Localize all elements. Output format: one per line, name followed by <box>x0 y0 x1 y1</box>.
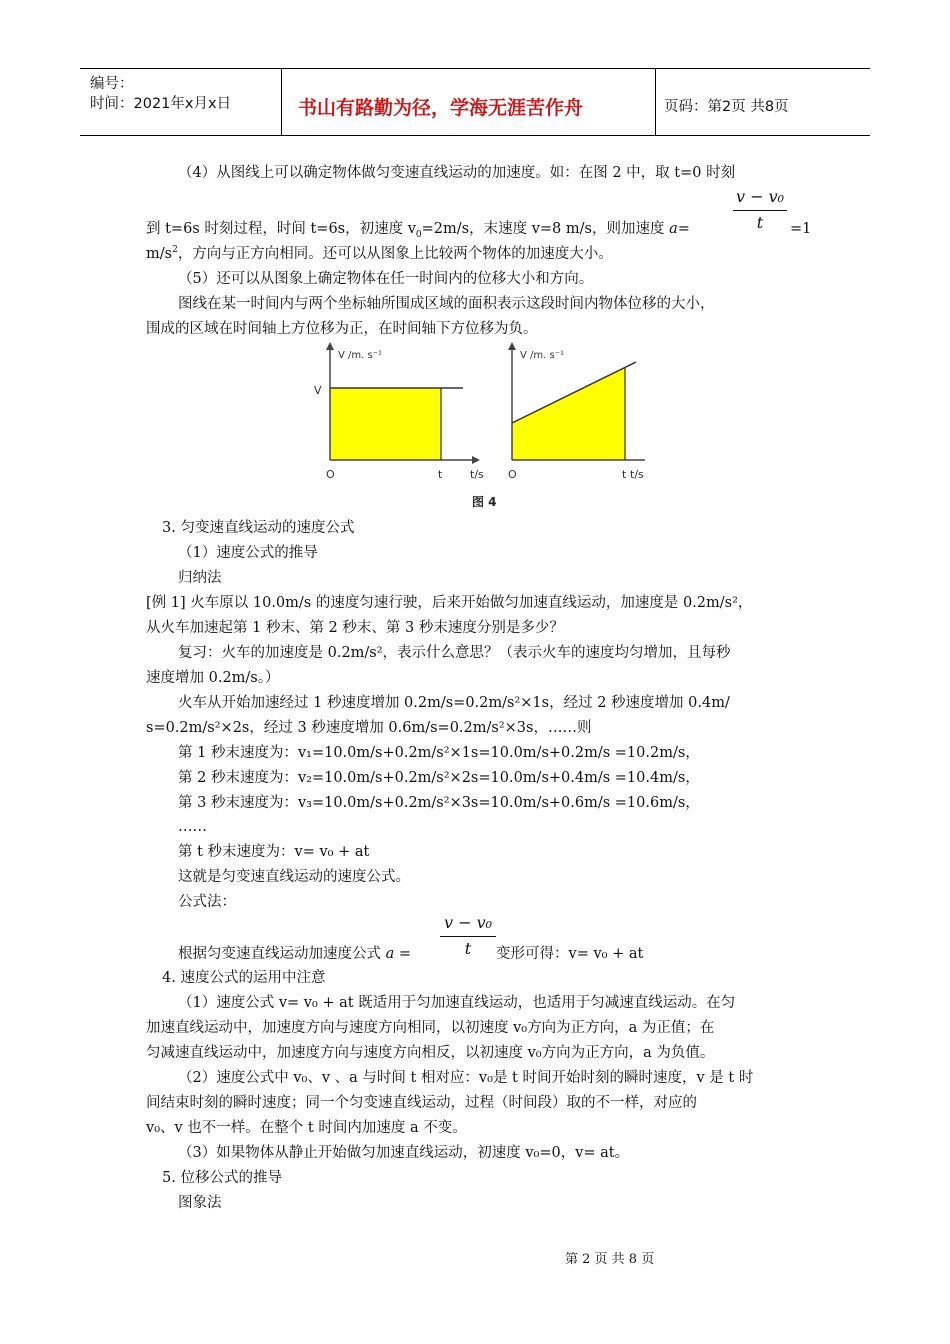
para-6-line-1: 图线在某一时间内与两个坐标轴所围成区域的面积表示这段时间内物体位移的大小， <box>178 296 715 312</box>
left-taxis-label: t/s <box>470 468 484 481</box>
train-line-2: s=0.2m/s²×2s，经过 3 秒速度增加 0.6m/s=0.2m/s²×3s，……则 <box>146 720 592 736</box>
note-1-line-1: （1）速度公式 v= v₀ + at 既适用于匀加速直线运动，也适用于匀减速直线运动。在匀 <box>178 995 736 1011</box>
left-ylabel: V /m. s⁻¹ <box>338 350 382 361</box>
left-t-arrow <box>472 456 480 464</box>
unit-mps: m/s <box>146 246 173 262</box>
para-5: （5）还可以从图象上确定物体在任一时间内的位移大小和方向。 <box>178 271 594 287</box>
example-1-line-2: 从火车加速起第 1 秒末、第 2 秒末、第 3 秒末速度分别是多少？ <box>146 620 564 636</box>
formula-method-label: 公式法： <box>178 894 236 910</box>
note-1-line-2: 加速直线运动中，加速度方向与速度方向相同，以初速度 v₀方向为正方向，a 为正值；在 <box>146 1020 715 1036</box>
left-graph <box>314 342 484 481</box>
accel-fraction-bar <box>733 210 787 211</box>
review-line-2: 速度增加 0.2m/s。） <box>146 670 280 686</box>
sub-zero: 0 <box>415 229 422 240</box>
right-graph <box>508 342 645 481</box>
ellipsis-line: …… <box>178 819 207 835</box>
accel-symbol: a= <box>669 221 690 237</box>
derive-accel-symbol: a <box>385 946 395 962</box>
sup-two: 2 <box>172 245 178 256</box>
left-area-fill <box>330 388 441 460</box>
note-2-line-1: （2）速度公式中 v₀、v 、a 与时间 t 相对应：v₀是 t 时间开始时刻的瞬时速度，v 是 t 时 <box>178 1070 754 1086</box>
right-t-label: t <box>622 468 627 481</box>
formula-statement: 这就是匀变速直线运动的速度公式。 <box>178 869 410 885</box>
velocity-t: 第 t 秒末速度为：v= v₀ + at <box>178 844 370 860</box>
para-4-line-2-end: =1 <box>790 221 812 237</box>
section-3-1-heading: （1）速度公式的推导 <box>178 545 318 561</box>
note-2-line-3: v₀、v 也不一样。在整个 t 时间内加速度 a 不变。 <box>146 1120 467 1136</box>
right-v-arrow <box>508 342 516 350</box>
velocity-1: 第 1 秒末速度为：v₁=10.0m/s+0.2m/s²×1s=10.0m/s+0.2m/s =10.2m/s， <box>178 745 700 761</box>
header-page-info: 页码：第2页 共8页 <box>664 99 789 115</box>
para-4-line-2-text-a: 到 t=6s 时刻过程，时间 t=6s，初速度 v <box>146 221 416 237</box>
header-divider-1 <box>281 68 282 136</box>
header-time-label: 时间：2021年x月x日 <box>90 96 232 112</box>
para-4-line-3 <box>146 244 613 264</box>
note-1-line-3: 匀减速直线运动中，加速度方向与速度方向相反，以初速度 v₀方向为正方向，a 为负值。 <box>146 1045 715 1061</box>
right-ylabel: V /m. s⁻¹ <box>520 350 564 361</box>
accel-fraction-numerator: v − v₀ <box>735 187 785 206</box>
left-v-arrow <box>326 342 334 350</box>
note-3: （3）如果物体从静止开始做匀加速直线运动，初速度 v₀=0，v= at。 <box>178 1145 630 1161</box>
example-1-line-1: [例 1] 火车原以 10.0m/s 的速度匀速行驶，后来开始做匀加速直线运动，加速度是 0.2m/s²， <box>146 595 753 611</box>
para-4-line-2-text-b: =2m/s，末速度 v=8 m/s，则加速度 <box>421 221 670 237</box>
header-divider-2 <box>655 68 656 136</box>
note-2-line-2: 间结束时刻的瞬时速度；同一个匀变速直线运动，过程（时间段）取的不一样，对应的 <box>146 1095 697 1111</box>
para-4-line-3-text: ，方向与正方向相同。还可以从图象上比较两个物体的加速度大小。 <box>177 246 613 262</box>
left-origin-label: O <box>326 468 335 481</box>
derive-equals: = <box>394 946 412 962</box>
velocity-2: 第 2 秒末速度为：v₂=10.0m/s+0.2m/s²×2s=10.0m/s+0.4m/s =10.4m/s， <box>178 770 700 786</box>
derive-result: 变形可得：v= v₀ + at <box>496 946 644 962</box>
para-4-line-2 <box>146 219 690 239</box>
graph-method-label: 图象法 <box>178 1195 222 1211</box>
derive-text-a: 根据匀变速直线运动加速度公式 <box>178 946 386 962</box>
para-4-line-1: （4）从图线上可以确定物体做匀变速直线运动的加速度。如：在图 2 中，取 t=0 时刻 <box>178 165 736 181</box>
figure-4 <box>300 338 650 518</box>
para-6-line-2: 围成的区域在时间轴上方位移为正，在时间轴下方位移为负。 <box>146 321 538 337</box>
section-4-heading: 4. 速度公式的运用中注意 <box>162 970 326 986</box>
section-3-heading: 3. 匀变速直线运动的速度公式 <box>162 520 355 536</box>
figure-caption: 图 4 <box>472 495 497 509</box>
section-5-heading: 5. 位移公式的推导 <box>162 1170 282 1186</box>
velocity-3: 第 3 秒末速度为：v₃=10.0m/s+0.2m/s²×3s=10.0m/s+0.6m/s =10.6m/s， <box>178 795 700 811</box>
derive-fraction-denominator: t <box>464 939 472 958</box>
right-origin-label: O <box>508 468 517 481</box>
derive-line <box>178 944 411 964</box>
left-v-label: V <box>314 384 322 397</box>
header-top-border <box>80 68 870 69</box>
header-number-label: 编号： <box>90 76 134 92</box>
right-taxis-label: t/s <box>630 468 644 481</box>
accel-fraction-denominator: t <box>756 213 764 232</box>
train-line-1: 火车从开始加速经过 1 秒速度增加 0.2m/s=0.2m/s²×1s，经过 2 秒速度增加 0.4m/ <box>178 695 730 711</box>
derive-fraction-bar <box>440 936 496 937</box>
page-footer: 第 2 页 共 8 页 <box>565 1252 655 1267</box>
induction-label: 归纳法 <box>178 570 222 586</box>
review-line-1: 复习：火车的加速度是 0.2m/s²，表示什么意思？（表示火车的速度均匀增加，且每秒 <box>178 645 731 661</box>
derive-fraction-numerator: v − v₀ <box>443 913 493 932</box>
header-bottom-border <box>80 135 870 136</box>
left-t-label: t <box>438 468 443 481</box>
header-motto: 书山有路勤为径，学海无涯苦作舟 <box>298 97 584 119</box>
